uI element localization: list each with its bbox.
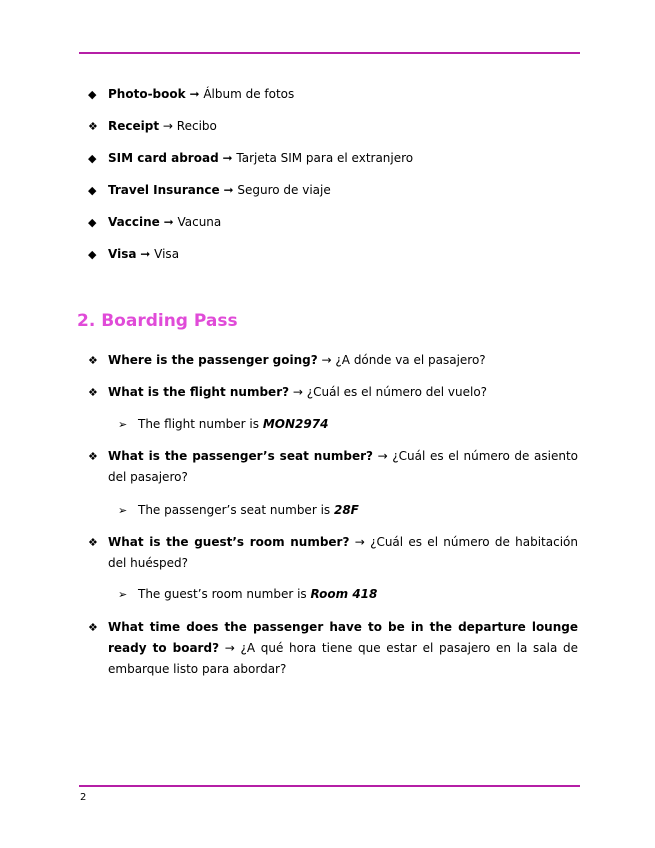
answer-value: MON2974 <box>262 417 329 431</box>
answer-prefix: The passenger’s seat number is <box>138 503 331 517</box>
diamond-cross-bullet-icon: ❖ <box>88 450 98 463</box>
page-number: 2 <box>80 792 87 803</box>
diamond-cross-bullet-icon: ❖ <box>88 621 98 634</box>
diamond-cross-bullet-icon: ❖ <box>88 354 98 367</box>
diamond-cross-bullet-icon: ❖ <box>88 536 98 549</box>
question-en: What is the guest’s room number? <box>108 535 350 549</box>
answer-value: 28F <box>333 503 359 517</box>
question-es: ¿Cuál es el número de asiento del pasajero? <box>108 449 579 484</box>
arrow-icon: → <box>292 385 303 399</box>
term-en: SIM card abroad <box>108 151 219 165</box>
question-en: What is the flight number? <box>108 385 290 399</box>
header-rule <box>79 52 580 54</box>
question-en: What time does the passenger have to be in the departure lounge ready to board? <box>108 620 578 655</box>
question-en: What is the passenger’s seat number? <box>108 449 373 463</box>
arrowhead-bullet-icon: ➢ <box>118 588 128 601</box>
diamond-bullet-icon: ◆ <box>88 184 97 197</box>
term-en: Travel Insurance <box>108 183 220 197</box>
arrow-icon: → <box>354 535 365 549</box>
diamond-cross-bullet-icon: ❖ <box>88 386 98 399</box>
arrow-icon: → <box>224 641 235 655</box>
answer-item <box>118 500 578 521</box>
question-en: Where is the passenger going? <box>108 353 318 367</box>
answer-prefix: The guest’s room number is <box>138 587 307 601</box>
question-item <box>88 350 578 371</box>
question-item <box>88 532 578 574</box>
answer-item <box>118 414 578 435</box>
diamond-bullet-icon: ◆ <box>88 88 97 101</box>
answer-prefix: The flight number is <box>138 417 260 431</box>
answer-value: Room 418 <box>310 587 378 601</box>
term-es: Vacuna <box>177 215 222 229</box>
question-es: ¿Cuál es el número de habitación del huésped? <box>108 535 578 570</box>
arrowhead-bullet-icon: ➢ <box>118 504 128 517</box>
arrow-icon: → <box>162 119 173 133</box>
section-title: 2. Boarding Pass <box>77 311 238 331</box>
diamond-cross-bullet-icon: ❖ <box>88 120 98 133</box>
term-es: Recibo <box>176 119 217 133</box>
term-en: Photo-book <box>108 87 186 101</box>
term-en: Receipt <box>108 119 160 133</box>
arrow-icon: ➞ <box>222 151 233 165</box>
list-item <box>88 244 578 265</box>
term-es: Tarjeta SIM para el extranjero <box>236 151 414 165</box>
diamond-bullet-icon: ◆ <box>88 152 97 165</box>
list-item <box>88 84 578 105</box>
diamond-bullet-icon: ◆ <box>88 216 97 229</box>
footer-rule <box>79 785 580 787</box>
term-es: Álbum de fotos <box>203 87 295 101</box>
arrow-icon: ➞ <box>223 183 234 197</box>
question-es: ¿A dónde va el pasajero? <box>335 353 486 367</box>
term-en: Visa <box>108 247 137 261</box>
question-es: ¿Cuál es el número del vuelo? <box>306 385 488 399</box>
answer-item <box>118 584 578 605</box>
arrow-icon: → <box>377 449 388 463</box>
term-es: Visa <box>154 247 180 261</box>
arrow-icon: ➞ <box>163 215 174 229</box>
term-en: Vaccine <box>108 215 160 229</box>
question-item <box>88 446 578 488</box>
arrow-icon: ➞ <box>189 87 200 101</box>
arrow-icon: ➞ <box>140 247 151 261</box>
list-item <box>88 116 578 137</box>
term-es: Seguro de viaje <box>237 183 331 197</box>
arrow-icon: → <box>321 353 332 367</box>
arrowhead-bullet-icon: ➢ <box>118 418 128 431</box>
question-item <box>88 382 578 403</box>
question-item <box>88 617 578 680</box>
list-item <box>88 180 578 201</box>
list-item <box>88 148 578 169</box>
diamond-bullet-icon: ◆ <box>88 248 97 261</box>
question-es: ¿A qué hora tiene que estar el pasajero en la sala de embarque listo para abordar? <box>108 641 578 676</box>
list-item <box>88 212 578 233</box>
